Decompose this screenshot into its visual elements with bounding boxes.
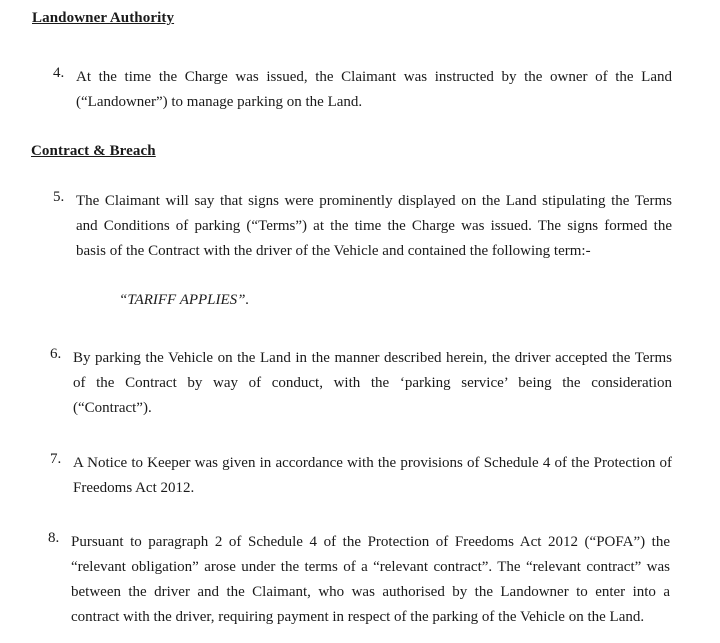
heading-landowner-authority: Landowner Authority xyxy=(32,10,175,26)
para-7-number: 7. xyxy=(50,451,62,467)
para-4 xyxy=(76,65,672,115)
para-6-line-2: of the Contract by way of conduct, with the ‘parking service’ being the consideration xyxy=(73,375,672,391)
para-5-line-1: The Claimant will say that signs were prominently displayed on the Land stipulating the Terms xyxy=(76,193,672,209)
heading-contract-breach: Contract & Breach xyxy=(31,143,156,159)
para-6-number: 6. xyxy=(50,346,62,362)
quoted-term: “TARIFF APPLIES”. xyxy=(119,292,250,308)
para-6 xyxy=(73,346,672,421)
para-7 xyxy=(73,451,672,501)
para-8-line-4: contract with the driver, requiring payment in respect of the parking of the Vehicle on the Land. xyxy=(71,609,645,625)
para-5-line-2: and Conditions of parking (“Terms”) at the time the Charge was issued. The signs formed the xyxy=(76,218,672,234)
para-6-line-1: By parking the Vehicle on the Land in the manner described herein, the driver accepted the Terms xyxy=(73,350,672,366)
para-7-line-2: Freedoms Act 2012. xyxy=(73,480,195,496)
para-8-line-2: “relevant obligation” arose under the terms of a “relevant contract”. The “relevant contract” was xyxy=(71,559,670,575)
para-4-number: 4. xyxy=(53,65,65,81)
para-5-number: 5. xyxy=(53,189,65,205)
para-8-line-3: between the driver and the Claimant, who was authorised by the Landowner to enter into a xyxy=(71,584,670,600)
para-4-line-1: At the time the Charge was issued, the Claimant was instructed by the owner of the Land xyxy=(76,69,672,85)
para-7-line-1: A Notice to Keeper was given in accordance with the provisions of Schedule 4 of the Protection of xyxy=(73,455,672,471)
para-8 xyxy=(71,530,670,630)
para-8-line-1: Pursuant to paragraph 2 of Schedule 4 of the Protection of Freedoms Act 2012 (“POFA”) the xyxy=(71,534,670,550)
para-4-line-2: (“Landowner”) to manage parking on the Land. xyxy=(76,94,363,110)
para-8-number: 8. xyxy=(48,530,60,546)
para-6-line-3: (“Contract”). xyxy=(73,400,152,416)
para-5-line-3: basis of the Contract with the driver of the Vehicle and contained the following term:- xyxy=(76,243,591,259)
para-5 xyxy=(76,189,672,264)
